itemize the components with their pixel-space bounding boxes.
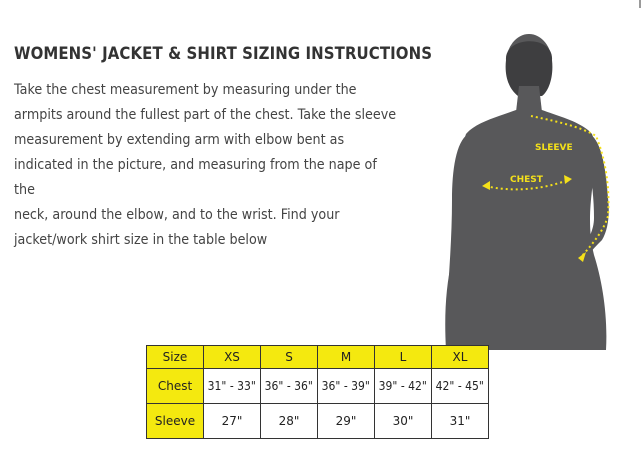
- table-cell: 28": [261, 404, 318, 439]
- instruction-line: Take the chest measurement by measuring under the: [14, 82, 357, 98]
- header-cell: XL: [432, 346, 489, 369]
- table-header-row: [147, 346, 489, 369]
- page-title: WOMENS' JACKET & SHIRT SIZING INSTRUCTIONS: [14, 44, 433, 64]
- table-cell: 29": [318, 404, 375, 439]
- table-row: [147, 404, 489, 439]
- table-cell: 31" - 33": [204, 369, 261, 404]
- header-cell: Size: [147, 346, 204, 369]
- table-cell: 31": [432, 404, 489, 439]
- header-cell: XS: [204, 346, 261, 369]
- table-cell: 36" - 39": [318, 369, 375, 404]
- chest-label: CHEST: [510, 175, 543, 185]
- measurement-figure: [430, 30, 641, 350]
- header-cell: M: [318, 346, 375, 369]
- table-row: [147, 369, 489, 404]
- row-label: Chest: [147, 369, 204, 404]
- table-cell: 42" - 45": [432, 369, 489, 404]
- instruction-line: measurement by extending arm with elbow bent as: [14, 132, 345, 148]
- table-cell: 27": [204, 404, 261, 439]
- table-cell: 30": [375, 404, 432, 439]
- instruction-line: jacket/work shirt size in the table below: [14, 232, 268, 248]
- header-cell: L: [375, 346, 432, 369]
- sleeve-label: SLEEVE: [535, 143, 573, 153]
- instruction-line: armpits around the fullest part of the chest. Take the sleeve: [14, 107, 397, 123]
- sizing-instructions: [14, 78, 396, 253]
- size-table: [146, 345, 489, 439]
- table-cell: 36" - 36": [261, 369, 318, 404]
- woman-silhouette-icon: [430, 30, 641, 350]
- instruction-line: indicated in the picture, and measuring from the nape of the: [14, 157, 377, 198]
- row-label: Sleeve: [147, 404, 204, 439]
- header-cell: S: [261, 346, 318, 369]
- table-cell: 39" - 42": [375, 369, 432, 404]
- instruction-line: neck, around the elbow, and to the wrist. Find your: [14, 207, 340, 223]
